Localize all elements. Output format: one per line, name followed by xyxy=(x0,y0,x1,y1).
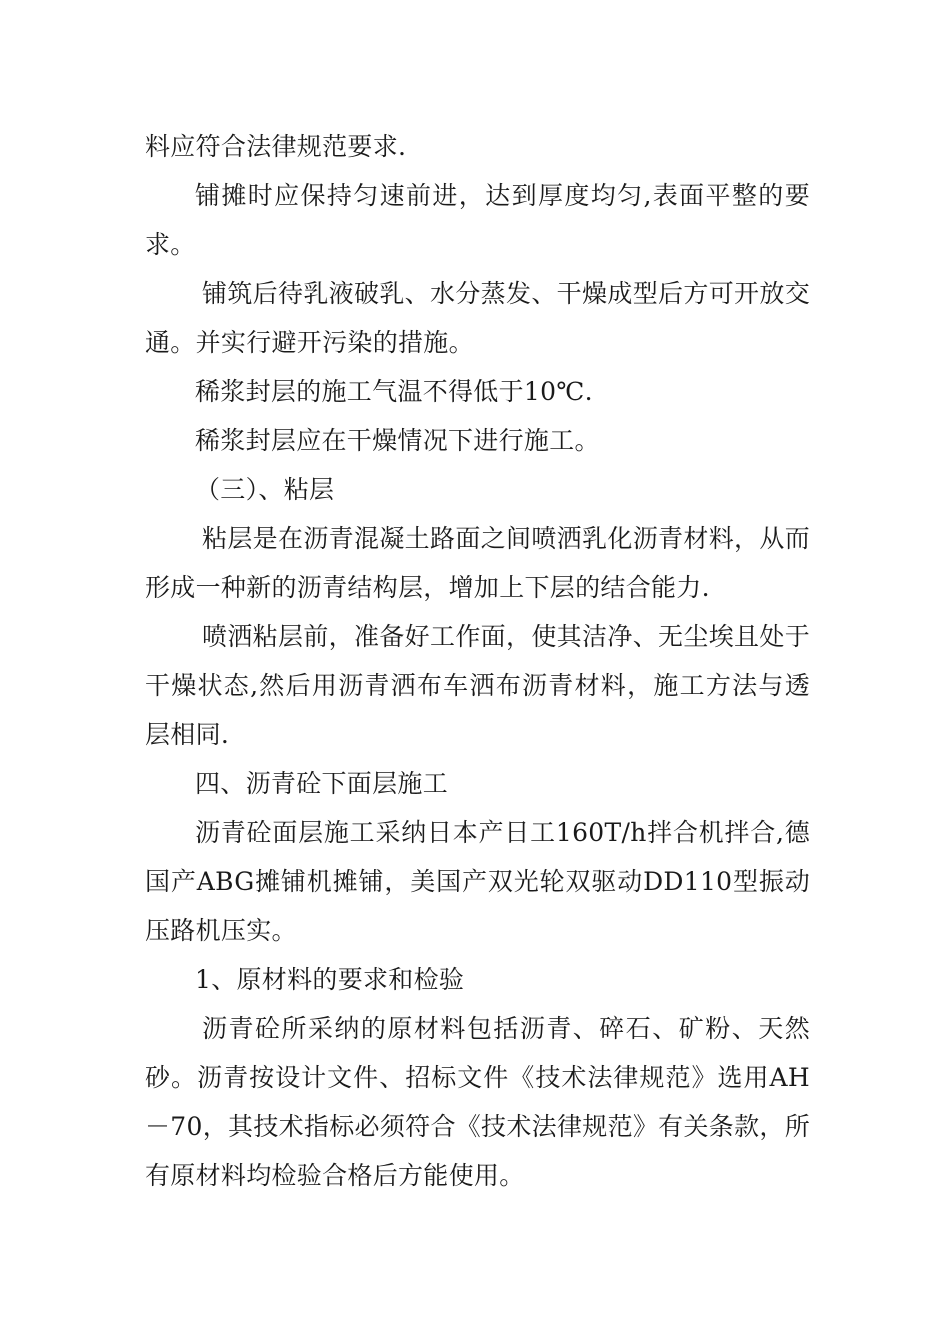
paragraph-open-traffic: 铺筑后待乳液破乳、水分蒸发、干燥成型后方可开放交通。并实行避开污染的措施。 xyxy=(145,279,810,357)
paragraph-tack-coat-procedure: 喷洒粘层前，准备好工作面，使其洁净、无尘埃且处于干燥状态,然后用沥青洒布车洒布沥青材料，施工方法与透层相同. xyxy=(145,622,810,749)
paragraph-materials: 沥青砼所采纳的原材料包括沥青、碎石、矿粉、天然砂。沥青按设计文件、招标文件《技术法律规范》选用AH－70，其技术指标必须符合《技术法律规范》有关条款，所有原材料均检验合格后方能使用。 xyxy=(145,1014,810,1190)
document-body xyxy=(145,122,810,1200)
paragraph-continuation: 料应符合法律规范要求. xyxy=(145,132,407,161)
paragraph-temperature: 稀浆封层的施工气温不得低于10℃. xyxy=(195,377,593,406)
paragraph-tack-coat-definition: 粘层是在沥青混凝土路面之间喷洒乳化沥青材料，从而形成一种新的沥青结构层，增加上下层的结合能力. xyxy=(145,524,810,602)
paragraph-equipment: 沥青砼面层施工采纳日本产日工160T/h拌合机拌合,德国产ABG摊铺机摊铺，美国产双光轮双驱动DD110型振动压路机压实。 xyxy=(145,818,810,945)
section-heading-materials: 1、原材料的要求和检验 xyxy=(195,965,465,994)
section-heading-tack-coat: （三）、粘层 xyxy=(195,475,335,504)
paragraph-paving-speed: 铺摊时应保持匀速前进，达到厚度均匀,表面平整的要求。 xyxy=(145,181,810,259)
paragraph-dry-conditions: 稀浆封层应在干燥情况下进行施工。 xyxy=(195,426,600,455)
section-heading-asphalt-base: 四、沥青砼下面层施工 xyxy=(195,769,449,798)
